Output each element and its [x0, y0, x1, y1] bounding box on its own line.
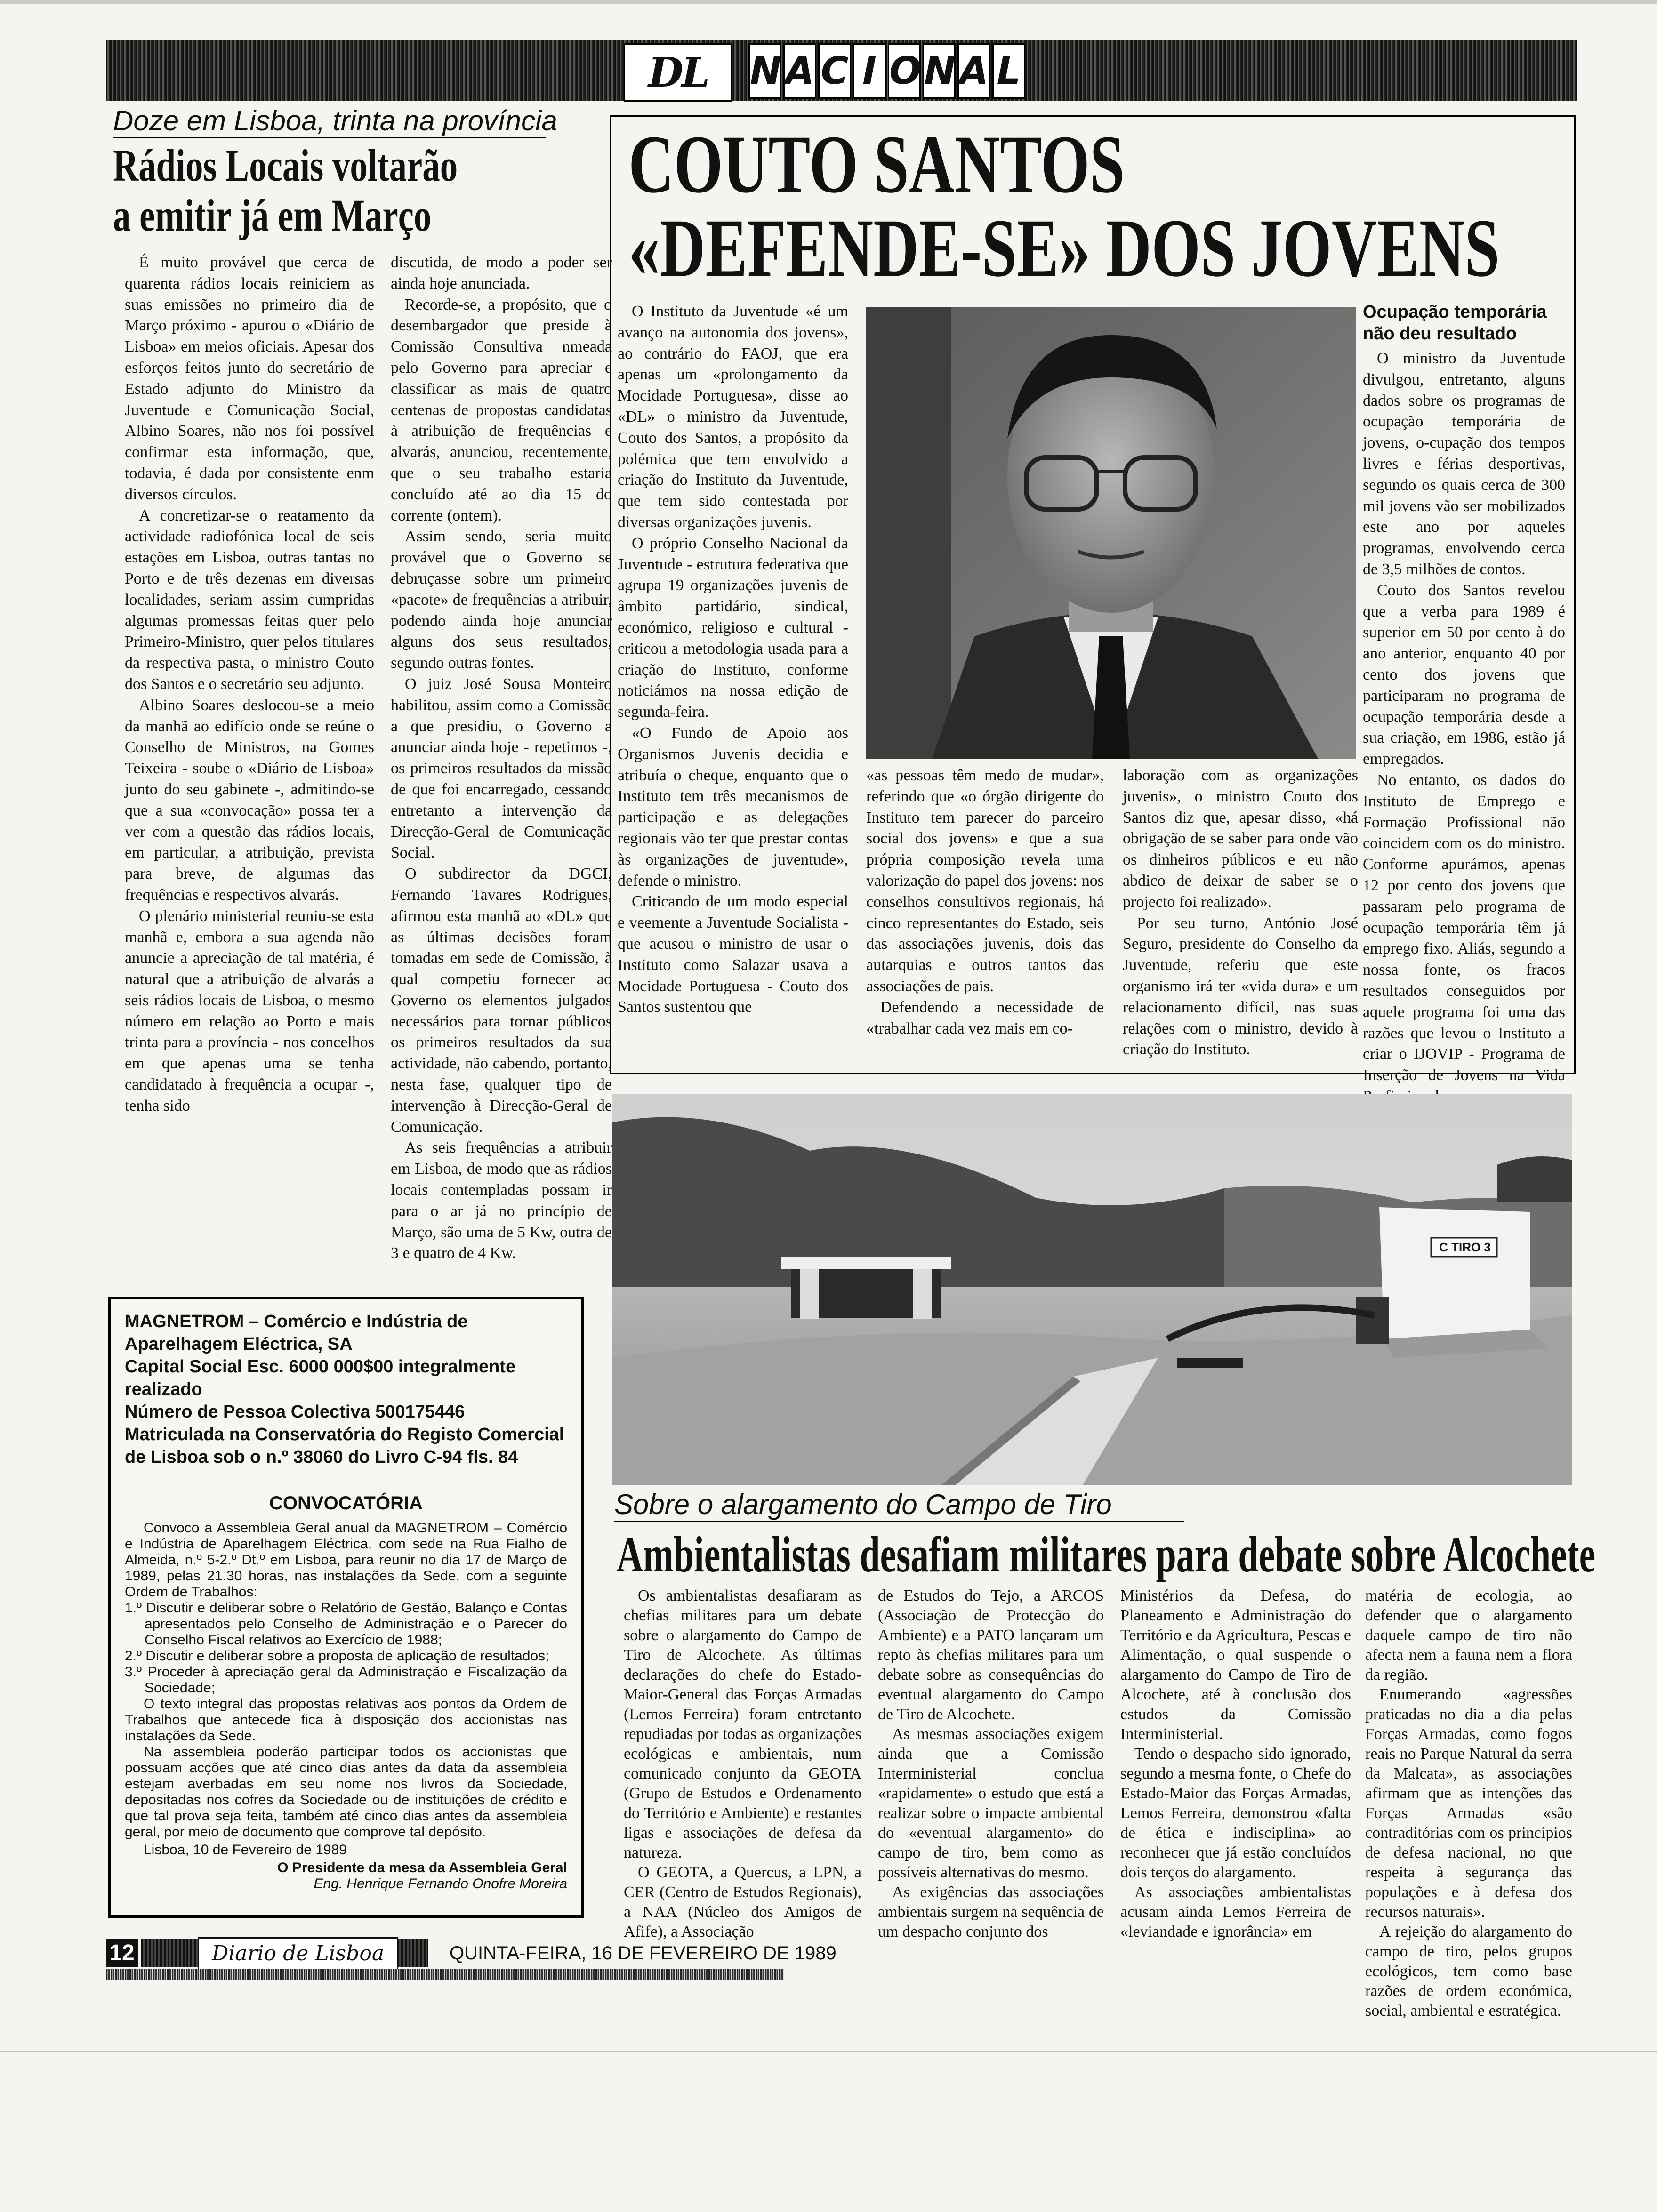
paragraph: matéria de ecologia, ao defender que o alargamento daquele campo de tiro não afecta nem a fauna nem a flora da região.	[1365, 1587, 1572, 1683]
paragraph: «O Fundo de Apoio aos Organismos Juvenis decidia e atribuía o cheque, enquanto que o Instituto tem três mecanismos de participação e as delegações regionais vão ter que prestar contas às organizações de juventude», defende o ministro.	[618, 724, 848, 890]
paragraph: O ministro da Juventude divulgou, entretanto, alguns dados sobre os programas de ocupação temporária de jovens, o-cupação dos tempos livres e férias desportivas, segundo os quais cerca de 300 mil jovens vão ser mobilizados este ano por aqueles programas, envolvendo cerca de 3,5 milhões de contos.	[1363, 350, 1565, 578]
company-line: Número de Pessoa Colectiva 500175446	[125, 1402, 465, 1422]
paragraph: O GEOTA, a Quercus, a LPN, a CER (Centro de Estudos Regionais), a NAA (Núcleo dos Amigos de Afife), a Associação	[624, 1864, 861, 1940]
article-column	[866, 765, 1104, 1039]
paragraph: Os ambientalistas desafiaram as chefias militares para um debate sobre o alargamento do Campo de Tiro de Alcochete. As últimas declarações do chefe do Estado-Maior-General das Forças Armadas (Lemos Ferreira) foram entretanto repudiadas por todas as organizações ecológicas e ambientais, num comunicado conjunto da GEOTA (Grupo de Estudos e Ordenamento do Território e Ambiente) e restantes ligas e associações de defesa da natureza.	[624, 1587, 861, 1861]
footer-date: QUINTA-FEIRA, 16 DE FEVEREIRO DE 1989	[450, 1943, 837, 1964]
paragraph: Enumerando «agressões praticadas no dia a dia pelas Forças Armadas, como fogos reais no Parque Natural da serra da Malcata», as associações afirmam que as intenções das Forças Armadas «são contraditórias com os princípios de defesa nacional, no que respeita à segurança das populações e à defesa dos recursos naturais».	[1365, 1686, 1572, 1921]
article-headline: «DEFENDE-SE» DOS JOVENS	[628, 202, 1500, 294]
article-headline: a emitir já em Março	[113, 190, 432, 240]
paragraph: Assim sendo, seria muito provável que o Governo se debruçasse sobre um primeiro «pacote» de frequências a atribuir, podendo ainda hoje anunciar alguns dos seus resultados, segundo outras fontes.	[391, 528, 612, 672]
article-headline: Rádios Locais voltarão	[113, 140, 458, 191]
section-letter: O	[888, 43, 921, 99]
article-column	[618, 301, 848, 1018]
footer-paper-name: Diario de Lisboa	[198, 1937, 398, 1971]
section-letter: A	[783, 43, 816, 99]
agenda-item: 3.º Proceder à apreciação geral da Administração e Fiscalização da Sociedade;	[125, 1664, 567, 1696]
paragraph: Defendendo a necessidade de «trabalhar cada vez mais em co-	[866, 998, 1104, 1037]
paragraph: Albino Soares deslocou-se a meio da manhã ao edifício onde se reúne o Conselho de Ministros, na Gomes Teixeira - soube o «Diário de Lisboa» junto do seu gabinete -, admitindo-se que a sua «convocação» possa ter a ver com a questão das rádios locais, em particular, a atribuição, prevista para breve, de algumas das frequências e respectivos alvarás.	[125, 696, 374, 904]
section-letter: A	[957, 43, 990, 99]
page-number: 12	[106, 1939, 138, 1967]
paragraph: A rejeição do alargamento do campo de tiro, pelos grupos ecológicos, tem como base razões de ordem económica, social, ambiental e estratégica.	[1365, 1923, 1572, 2020]
notice-paragraph: O texto integral das propostas relativas aos pontos da Ordem de Trabalhos que antecede fica à disposição dos accionistas nas instalações da Sede.	[125, 1696, 567, 1744]
notice-paragraph: Na assembleia poderão participar todos os accionistas que possuam acções que até cinco dias antes da data da assembleia estejam averbadas em seu nome nos livros da Sociedade, depositadas nos cofres da Sociedade ou de instituições de crédito e que tal prova seja feita, também até cinco dias antes da assembleia geral, por meio de documento que comprove tal depósito.	[125, 1744, 567, 1840]
paragraph: As seis frequências a atribuir em Lisboa, de modo que as rádios locais contempladas possam ir para o ar já no princípio de Março, são uma de 5 Kw, outra de 3 e quatro de 4 Kw.	[391, 1139, 612, 1262]
paragraph: Couto dos Santos revelou que a verba para 1989 é superior em 50 por cento à do ano anterior, enquanto 40 por cento dos jovens que participaram no programa de ocupação temporária desde a sua criação, em 1986, estão já empregados.	[1363, 581, 1565, 768]
article-headline: COUTO SANTOS	[628, 119, 1125, 210]
paragraph: As mesmas associações exigem ainda que a Comissão Interministerial conclua «rapidamente» o estudo que está a realizar sobre o impacte ambiental do «eventual alargamento» do campo de tiro, bem como as possíveis alternativas do mesmo.	[878, 1725, 1104, 1881]
company-line: Matriculada na Conservatória do Registo Comercial	[125, 1425, 564, 1444]
paragraph: Recorde-se, a propósito, que o desembargador que preside à Comissão Consultiva nmeada pelo Governo para apreciar e classificar as mais de quatro centenas de propostas candidatas à atribuição de frequências e alvarás, anunciou, recentemente, que o seu trabalho estaria concluído até ao dia 15 do corrente (ontem).	[391, 296, 612, 524]
paragraph: «as pessoas têm medo de mudar», referindo que «o órgão dirigente do Instituto tem parecer do parceiro social dos jovens» e que a sua própria composição revela uma valorização do papel dos jovens: nos conselhos consultivos regionais, há cinco representantes do Estado, seis das associações juvenis, dois das autarquias e outros tantos das associações de pais.	[866, 767, 1104, 995]
article-kicker: Sobre o alargamento do Campo de Tiro	[614, 1488, 1184, 1522]
portrait-illustration	[866, 307, 1356, 759]
range-sign-text: C TIRO 3	[1439, 1240, 1491, 1254]
paragraph: É muito provável que cerca de quarenta rádios locais reiniciem as suas emissões no primeiro dia de Março próximo - apurou o «Diário de Lisboa» em meios oficiais. Apesar dos esforços feitos junto do secretário de Estado adjunto do Ministro da Juventude e Comunicação Social, Albino Soares, não nos foi possível confirmar esta informação, que, todavia, é dada por consistente enm diversos círculos.	[125, 254, 374, 503]
company-line: de Lisboa sob o n.º 38060 do Livro C-94 fls. 84	[125, 1447, 518, 1467]
section-letter: N	[923, 43, 956, 99]
scan-edge-bottom	[0, 2051, 1657, 2052]
paragraph: de Estudos do Tejo, a ARCOS (Associação de Protecção do Ambiente) e a PATO lançaram um repto às chefias militares para um debate sobre as consequências do eventual alargamento do Campo de Tiro de Alcochete.	[878, 1587, 1104, 1723]
article-headline: Ambientalistas desafiam militares para debate sobre Alcochete	[617, 1527, 1596, 1583]
paragraph: Ministérios da Defesa, do Planeamento e Administração do Território e da Agricultura, Pescas e Alimentação, o qual suspende o alargamento do Campo de Tiro de Alcochete, até à conclusão dos estudos da Comissão Interministerial.	[1120, 1587, 1351, 1743]
article-column	[1123, 765, 1358, 1060]
company-line: Capital Social Esc. 6000 000$00 integralmente realizado	[125, 1357, 516, 1399]
paragraph: As exigências das associações ambientais surgem na sequência de um despacho conjunto dos	[878, 1883, 1104, 1940]
article-kicker: Doze em Lisboa, trinta na província	[113, 104, 546, 138]
company-line: MAGNETROM – Comércio e Indústria de Aparelhagem Eléctrica, SA	[125, 1312, 468, 1354]
paragraph: O subdirector da DGCI, Fernando Tavares Rodrigues, afirmou esta manhã ao «DL» que as últimas decisões foram tomadas em sede de Comissão, à qual competiu fornecer ao Governo os elementos julgados necessários para tornar públicos os primeiros resultados da sua actividade, não cabendo, portanto, nesta fase, qualquer tipo de intervenção à Direcção-Geral de Comunicação.	[391, 865, 612, 1136]
article-column	[1120, 1586, 1351, 1942]
article-column	[1365, 1586, 1572, 2021]
footer-barcode-strip	[106, 1969, 784, 1980]
article-column	[125, 252, 374, 1117]
notice-intro: Convoco a Assembleia Geral anual da MAGNETROM – Comércio e Indústria de Aparelhagem Eléctrica, com sede na Rua Fialho de Almeida, n.º 5-2.º Dt.º em Lisboa, para reunir no dia 17 de Março de 1989, pelas 21.30 horas, nas instalações da Sede, com a seguinte Ordem de Trabalhos:	[125, 1520, 567, 1600]
section-letter: I	[853, 43, 886, 99]
notice-signoff: O Presidente da mesa da Assembleia Geral	[277, 1860, 567, 1875]
article-column	[391, 252, 612, 1264]
article-column	[878, 1586, 1104, 1942]
paragraph: As associações ambientalistas acusam ainda Lemos Ferreira de «leviandade e ignorância» em	[1120, 1883, 1351, 1940]
paragraph: laboração com as organizações juvenis», o ministro Couto dos Santos diz que, apesar disso, «há obrigação de se saber para onde vão os dinheiros públicos e eu não abdico de deixar de saber se o projecto foi realizado».	[1123, 767, 1358, 911]
article-column	[1363, 348, 1565, 1107]
paragraph: Por seu turno, António José Seguro, presidente do Conselho da Juventude, referiu que este organismo irá ter «vida dura» e um relacionamento difícil, nas suas relações com o ministro, devido à criação do Instituto.	[1123, 914, 1358, 1058]
paragraph: No entanto, os dados do Instituto de Emprego e Formação Profissional não coincidem com os do ministro. Conforme apurámos, apenas 12 por cento dos jovens que passaram pelo programa de ocupação temporária têm já emprego fixo. Aliás, segundo a nossa fonte, os fracos resultados conseguidos por aquele programa foi uma das razões que levou o Instituto a criar o IJOVIP - Programa de Inserção de Jovens na Vida	[1363, 771, 1565, 1084]
notice-title: CONVOCATÓRIA	[269, 1493, 423, 1514]
notice-date: Lisboa, 10 de Fevereiro de 1989	[144, 1842, 347, 1858]
agenda-item: 1.º Discutir e deliberar sobre o Relatório de Gestão, Balanço e Contas apresentados pelo Conselho de Administração e o Parecer do Conselho Fiscal relativos ao Exercício de 1988;	[125, 1600, 567, 1648]
article-column	[624, 1586, 861, 1942]
dl-logo: DL	[624, 43, 732, 102]
portrait-photo	[866, 307, 1356, 759]
section-letter: L	[992, 43, 1025, 99]
firing-range-photo	[612, 1094, 1572, 1485]
scan-edge-top	[0, 0, 1657, 4]
paragraph: Criticando de um modo especial e veemente a Juventude Socialista - que acusou o ministro de usar o Instituto como Salazar usava a Mocidade Portuguesa - Couto dos Santos sustentou que	[618, 893, 848, 1016]
paragraph: O juiz José Sousa Monteiro habilitou, assim como a Comissão a que presidiu, o Governo a anunciar ainda hoje - repetimos -, os primeiros resultados da missão de que foi encarregado, cessando entretanto a intervenção da Direcção-Geral de Comunicação Social.	[391, 675, 612, 862]
paragraph: O próprio Conselho Nacional da Juventude - estrutura federativa que agrupa 19 organizações juvenis de âmbito partidário, sindical, económico, religioso e cultural - criticou a metodologia usada para a criação do Instituto, conforme noticiámos na nossa edição de segunda-feira.	[618, 534, 848, 721]
legal-notice-box	[108, 1297, 584, 1918]
company-block	[125, 1310, 570, 1468]
section-letter: C	[818, 43, 851, 99]
paragraph: Tendo o despacho sido ignorado, segundo a mesma fonte, o Chefe do Estado-Maior das Forças Armadas, Lemos Ferreira, demonstrou «falta de ética e indisciplina» ao reconhecer que já estão concluídos dois terços do alargamento.	[1120, 1745, 1351, 1881]
paragraph: O plenário ministerial reuniu-se esta manhã e, embora a sua agenda não anuncie a apreciação de tal matéria, é natural que a atribuição de alvarás a seis rádios locais de Lisboa, o mesmo número em relação ao Porto e mais trinta para a província - nos concelhos em que apenas uma se tenha candidatado à frequência a ocupar -, tenha sido	[125, 907, 374, 1114]
notice-signer: Eng. Henrique Fernando Onofre Moreira	[314, 1876, 567, 1891]
article-subhead	[1363, 301, 1560, 345]
section-letter: N	[748, 43, 781, 99]
notice-body	[125, 1520, 567, 1892]
agenda-item: 2.º Discutir e deliberar sobre a proposta de aplicação de resultados;	[125, 1648, 549, 1664]
subhead-line: não deu resultado	[1363, 324, 1517, 344]
subhead-line: Ocupação temporária	[1363, 302, 1547, 322]
section-title-nacional	[748, 43, 1027, 99]
paragraph: discutida, de modo a poder ser ainda hoje anunciada.	[391, 254, 612, 292]
firing-range-illustration	[612, 1094, 1572, 1485]
paragraph: A concretizar-se o reatamento da actividade radiofónica local de seis estações em Lisboa, outras tantas no Porto e de três dezenas em diversas localidades, seriam assim cumpridas algumas promessas feitas quer pelo Primeiro-Ministro, quer pelos titulares da respectiva pasta, o ministro Couto dos Santos e o secretário seu adjunto.	[125, 506, 374, 693]
paragraph: O Instituto da Juventude «é um avanço na autonomia dos jovens», ao contrário do FAOJ, que era apenas um «prolongamento da Mocidade Portuguesa», disse ao «DL» o ministro da Juventude, Couto dos Santos, a propósito da polémica que tem envolvido a criação do Instituto da Juventude, que tem sido contestada por diversas organizações juvenis.	[618, 303, 848, 531]
